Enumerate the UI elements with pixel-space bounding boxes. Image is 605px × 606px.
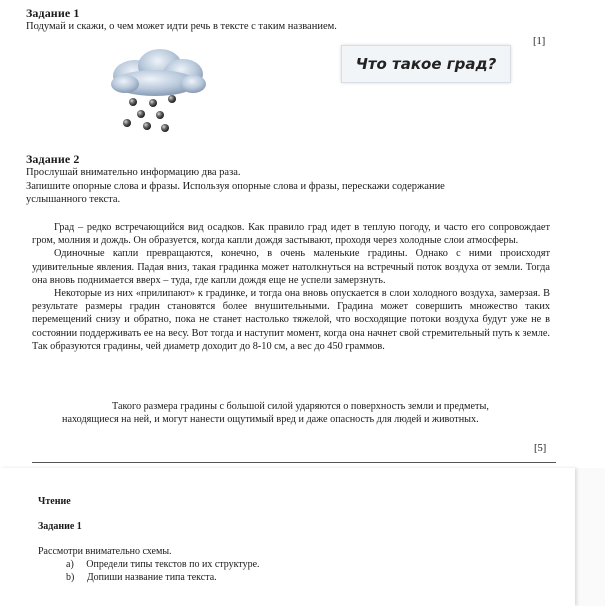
- task2-instruction-1: Прослушай внимательно информацию два раза.: [26, 167, 241, 178]
- text-paragraph-1: Град – редко встречающийся вид осадков. Как правило град идет в теплую погоду, и часто его сопровождает гром, молния и дождь. Он образуется, когда капли дождя застывают, проходя через холодные слои атмосферы.: [32, 222, 550, 247]
- item-text: Определи типы текстов по их структуре.: [86, 559, 260, 570]
- item-marker: a): [66, 559, 74, 570]
- task1-score: [1]: [533, 36, 546, 47]
- reading-heading: Чтение: [38, 496, 71, 507]
- section-divider: [32, 462, 556, 463]
- listening-text: [32, 221, 550, 353]
- item-marker: b): [66, 572, 75, 583]
- hail-cloud-icon: [105, 48, 215, 138]
- task1-instruction: Подумай и скажи, о чем может идти речь в тексте с таким названием.: [26, 21, 337, 32]
- item-text: Допиши название типа текста.: [86, 572, 217, 583]
- text-paragraph-3: Некоторые из них «прилипают» к градинке, и тогда она вновь опускается в слои холодного воздуха, замерзая. В результате размеры градин становятся более внушительными. Градина может совершить множество таких перемещений снизу и обратно, пока не станет настолько тяжелой, что восходящие потоки воздуха будут уже не в состоянии поддерживать ее на весу. Вот тогда и наступит момент, когда она начнет свой стремительный путь к земле. Так образуются градины, чей диаметр доходит до 8-10 см, а вес до 450 граммов.: [32, 288, 550, 352]
- reading-instruction: Рассмотри внимательно схемы.: [38, 546, 172, 557]
- reading-section: [0, 468, 605, 606]
- text-closing-line-1: Такого размера градины с большой силой ударяются о поверхность земли и предметы,: [112, 401, 489, 412]
- reading-item-a: [66, 558, 260, 571]
- reading-task-title: Задание 1: [38, 521, 82, 532]
- task1-title: Задание 1: [26, 6, 80, 20]
- reading-item-b: [66, 571, 217, 584]
- text-closing-line-2: находящиеся на ней, и могут нанести ощутимый вред и даже опасность для людей и животных.: [62, 414, 479, 425]
- task2-instruction-3: услышанного текста.: [26, 194, 121, 205]
- text-paragraph-2: Одиночные капли превращаются, конечно, в очень маленькие градины. Однако с ними происходят удивительные явления. Падая вниз, такая градинка может натолкнуться на встречный поток воздуха от земли. Тогда она вновь поднимается вверх – туда, где капли дождя еще не успели замерзнуть.: [32, 248, 550, 286]
- task2-score: [5]: [534, 443, 547, 454]
- task2-title: Задание 2: [26, 152, 80, 166]
- reading-panel: [0, 468, 575, 606]
- task2-instruction-2: Запишите опорные слова и фразы. Используя опорные слова и фразы, перескажи содержание: [26, 181, 445, 192]
- topic-callout: Что такое град?: [341, 45, 511, 83]
